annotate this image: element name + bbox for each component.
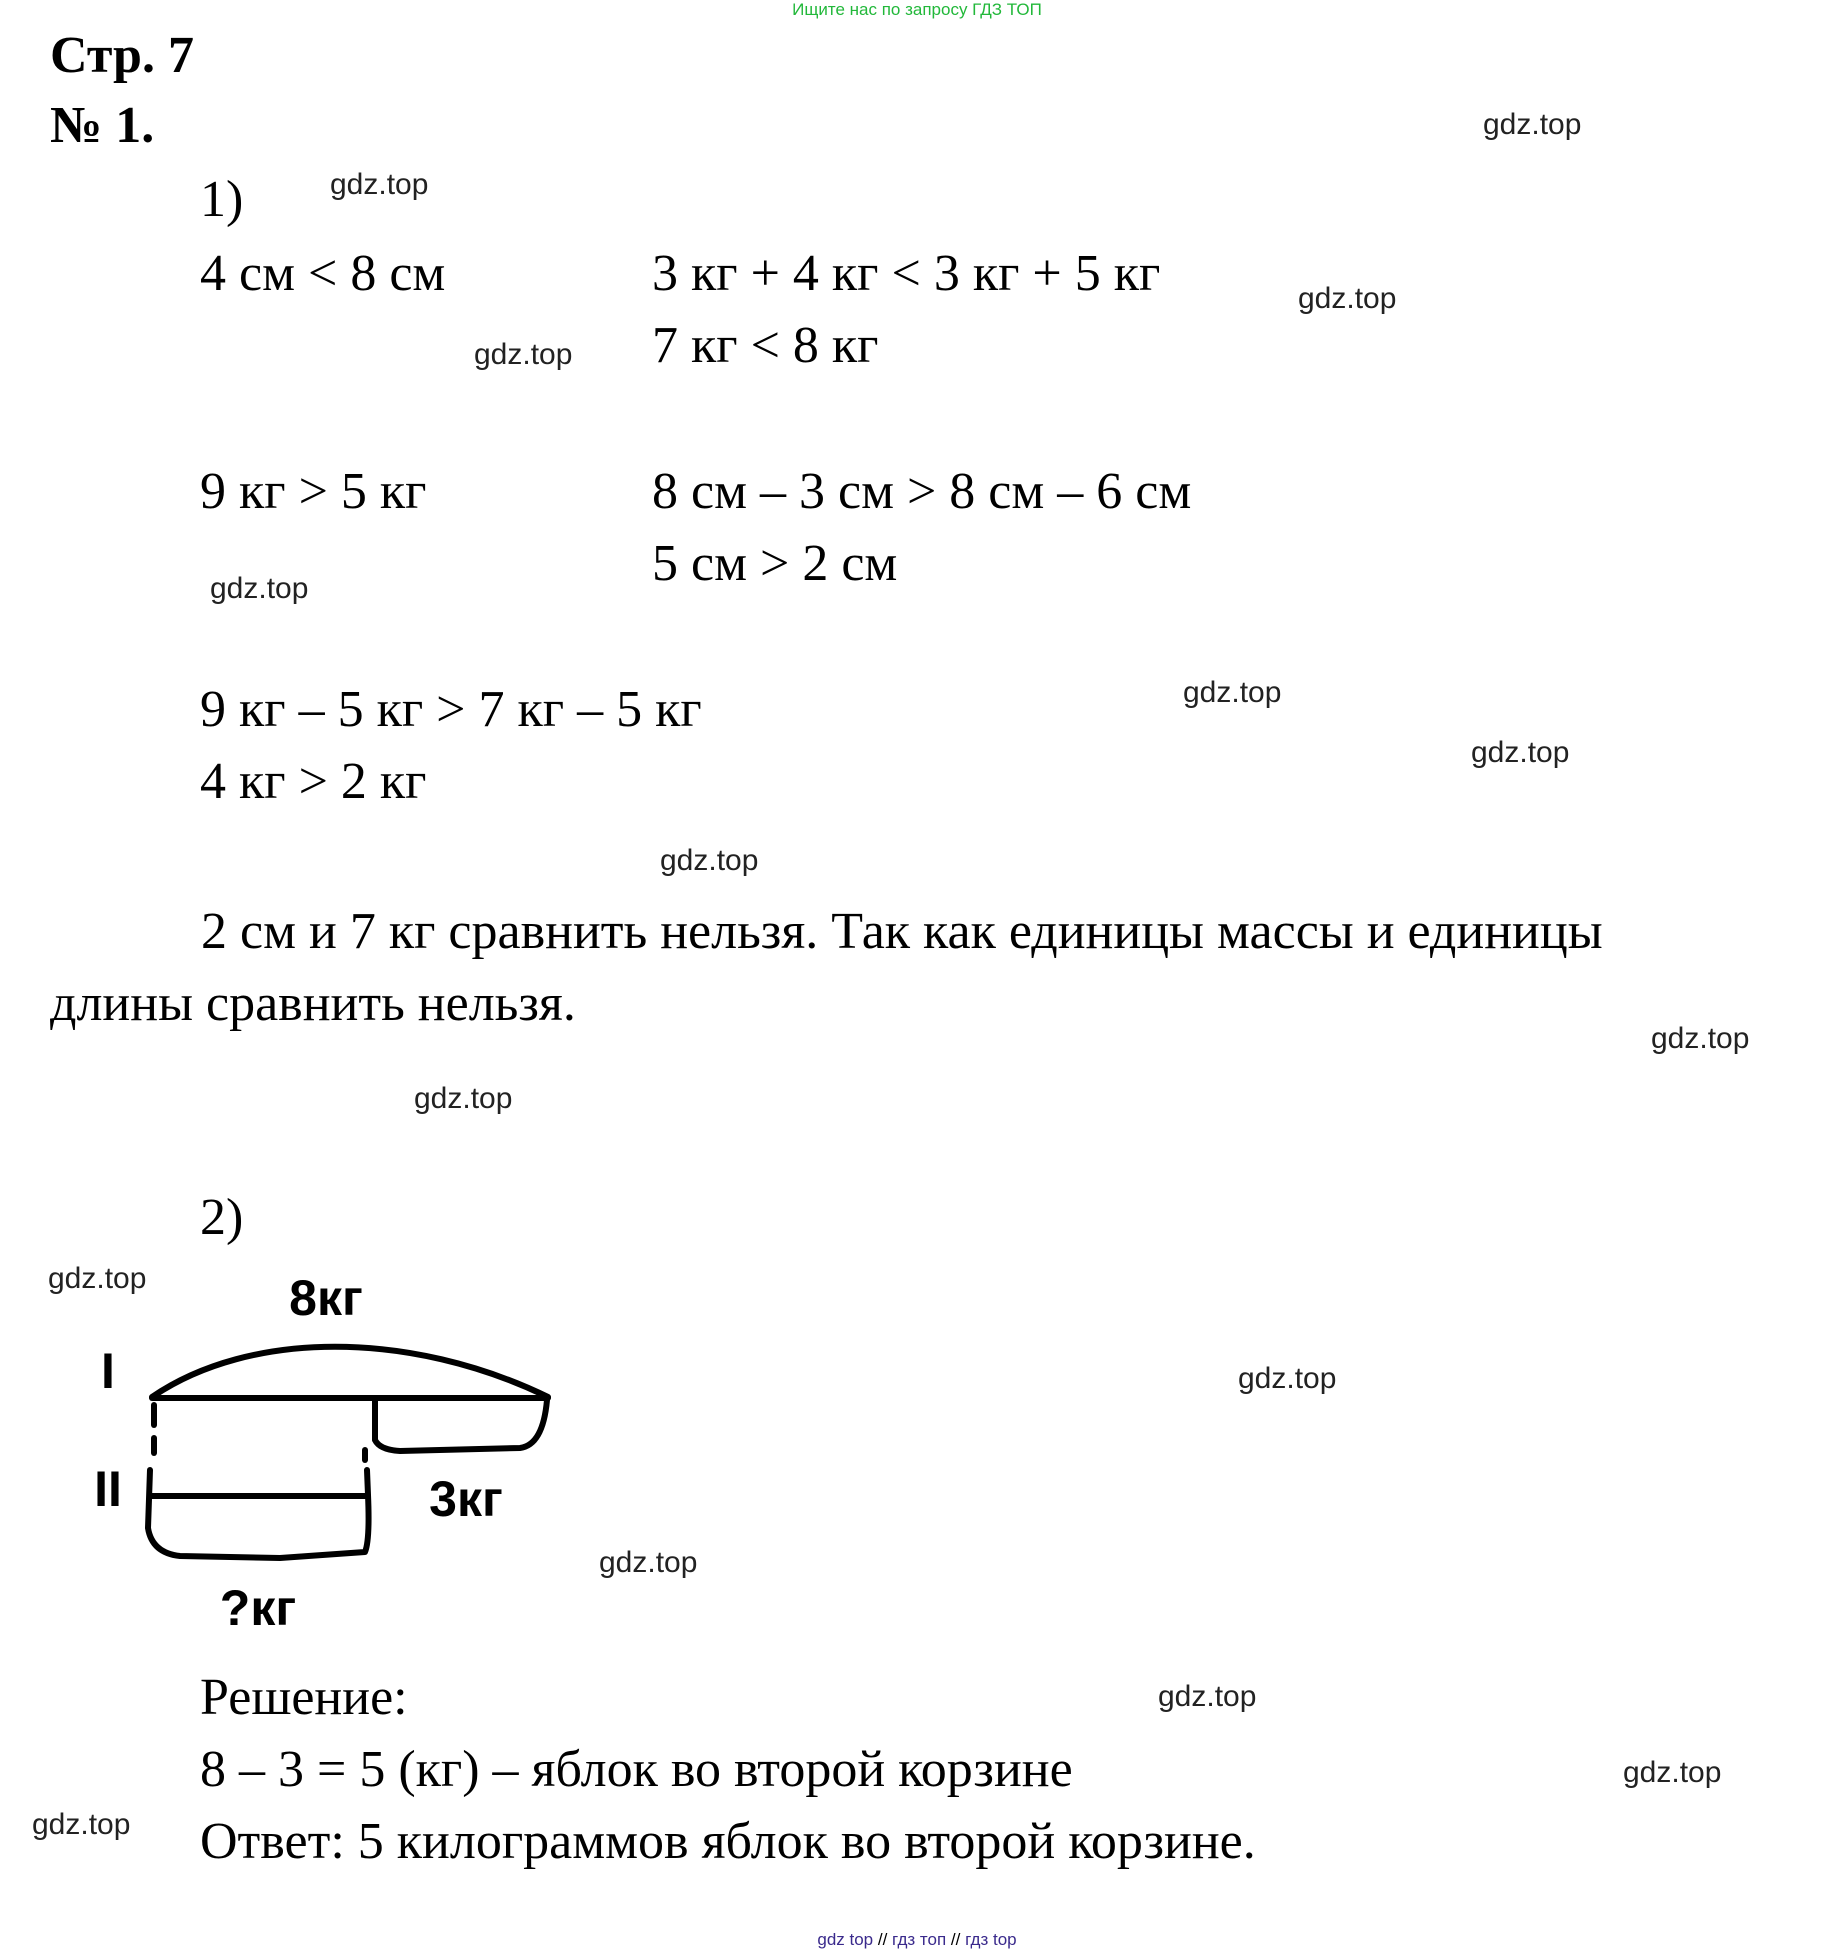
watermark: gdz.top: [330, 168, 429, 201]
watermark: gdz.top: [1483, 108, 1582, 141]
comparison-bottom-2: 4 кг > 2 кг: [200, 753, 427, 810]
comparison-right-1: 3 кг + 4 кг < 3 кг + 5 кг: [652, 245, 1161, 302]
solution-equation: 8 – 3 = 5 (кг) – яблок во второй корзине: [200, 1741, 1073, 1798]
watermark: gdz.top: [414, 1082, 513, 1115]
footer: [0, 1930, 1834, 1950]
watermark: gdz.top: [1183, 676, 1282, 709]
explanation-line-2: длины сравнить нельзя.: [50, 975, 576, 1032]
watermark: gdz.top: [1651, 1022, 1750, 1055]
explanation-paragraph: [50, 896, 1790, 1040]
watermark: gdz.top: [32, 1808, 131, 1841]
part-brace: [375, 1400, 547, 1451]
watermark: gdz.top: [1623, 1756, 1722, 1789]
watermark: gdz.top: [1158, 1680, 1257, 1713]
task-number: № 1.: [50, 97, 155, 154]
watermark: gdz.top: [1471, 736, 1570, 769]
explanation-line-1: 2 см и 7 кг сравнить нельзя. Так как единицы массы и единицы: [201, 903, 1603, 960]
basket-diagram: [80, 1270, 560, 1650]
comparison-right-3: 8 см – 3 см > 8 см – 6 см: [652, 463, 1192, 520]
watermark: gdz.top: [660, 844, 759, 877]
total-brace: [152, 1347, 548, 1397]
watermark: gdz.top: [48, 1262, 147, 1295]
footer-link-2[interactable]: гдз топ: [892, 1930, 947, 1949]
comparison-left-1: 4 см < 8 см: [200, 245, 446, 302]
part-mass-label: 3кг: [429, 1471, 503, 1527]
watermark: gdz.top: [1238, 1362, 1337, 1395]
comparison-right-2: 7 кг < 8 кг: [652, 317, 879, 374]
footer-link-1[interactable]: gdz top: [817, 1930, 874, 1949]
footer-separator: //: [950, 1930, 961, 1949]
top-banner: Ищите нас по запросу ГДЗ ТОП: [792, 0, 1042, 19]
comparison-right-4: 5 см > 2 см: [652, 535, 898, 592]
part1-label: 1): [200, 171, 244, 228]
watermark: gdz.top: [1298, 282, 1397, 315]
comparison-left-2: 9 кг > 5 кг: [200, 463, 427, 520]
row-label-second: II: [94, 1461, 122, 1517]
page-title: Стр. 7: [50, 27, 194, 84]
footer-link-3[interactable]: гдз top: [965, 1930, 1017, 1949]
comparison-bottom-1: 9 кг – 5 кг > 7 кг – 5 кг: [200, 681, 702, 738]
watermark: gdz.top: [210, 572, 309, 605]
solution-label: Решение:: [200, 1669, 408, 1726]
row-label-first: I: [101, 1343, 115, 1399]
total-mass-label: 8кг: [289, 1270, 363, 1326]
watermark: gdz.top: [474, 338, 573, 371]
footer-separator: //: [877, 1930, 888, 1949]
part2-label: 2): [200, 1189, 244, 1246]
answer-text: Ответ: 5 килограммов яблок во второй корзине.: [200, 1813, 1256, 1870]
unknown-mass-label: ?кг: [219, 1580, 297, 1636]
unknown-brace: [148, 1470, 369, 1558]
watermark: gdz.top: [599, 1546, 698, 1579]
